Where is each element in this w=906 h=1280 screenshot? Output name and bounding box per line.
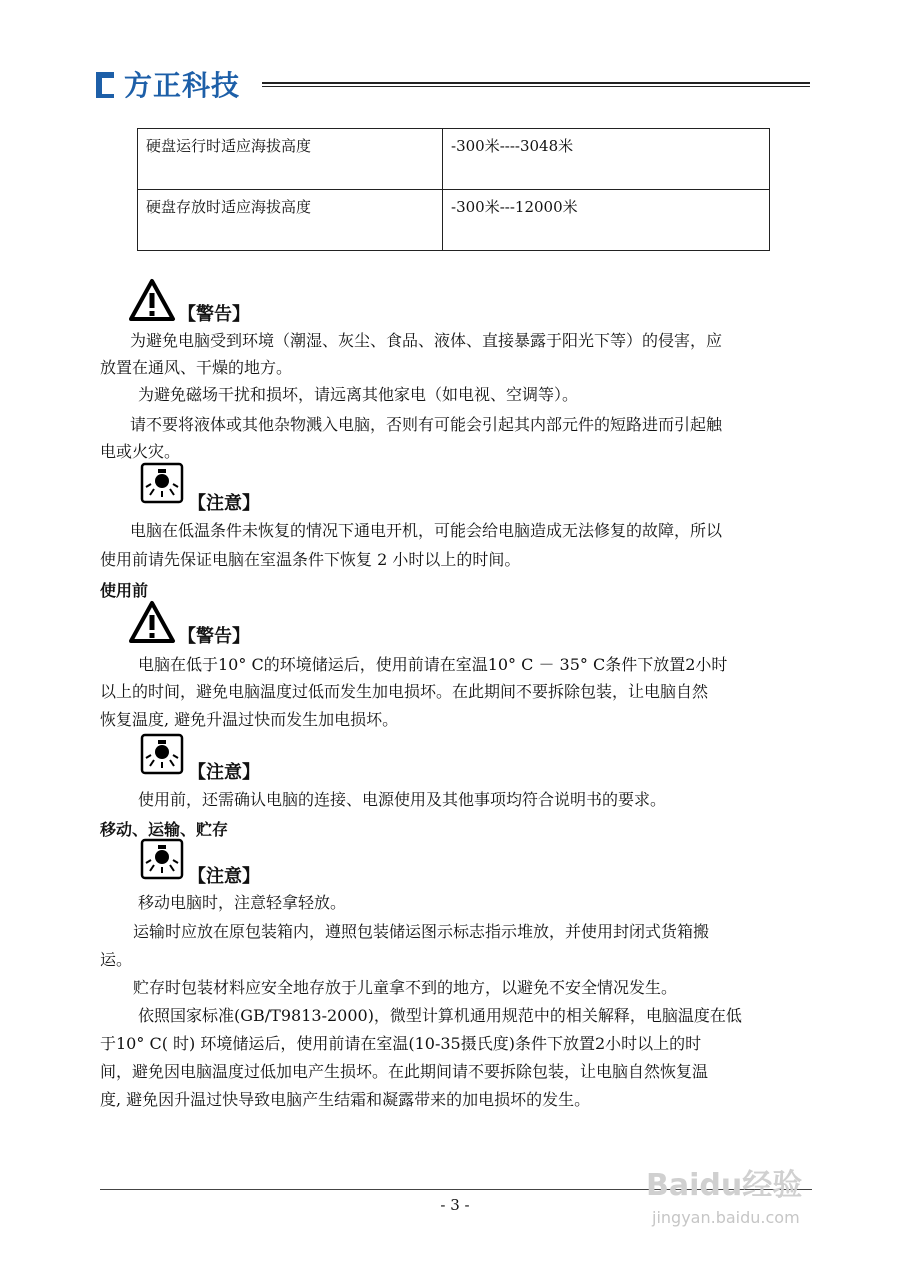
paragraph-line: 贮存时包装材料应安全地存放于儿童拿不到的地方，以避免不安全情况发生。 bbox=[133, 978, 678, 997]
paragraph-line: 电脑在低于10° C的环境储运后，使用前请在室温10° C － 35° C条件下放置2小时 bbox=[138, 655, 728, 674]
notice-label: 【注意】 bbox=[188, 762, 260, 783]
warning-label: 【警告】 bbox=[178, 626, 250, 647]
paragraph-line: 使用前请先保证电脑在室温条件下恢复 2 小时以上的时间。 bbox=[100, 550, 521, 569]
paragraph-line: 于10° C( 时) 环境储运后，使用前请在室温(10-35摄氏度)条件下放置2小时以上的时 bbox=[100, 1034, 702, 1053]
table-cell-label: 硬盘存放时适应海拔高度 bbox=[138, 190, 443, 251]
paragraph-line: 运。 bbox=[100, 950, 133, 969]
paragraph-line: 为避免磁场干扰和损坏，请远离其他家电（如电视、空调等）。 bbox=[138, 385, 579, 404]
table-row bbox=[138, 129, 770, 190]
paragraph-line: 以上的时间，避免电脑温度过低而发生加电损坏。在此期间不要拆除包装，让电脑自然 bbox=[100, 682, 709, 701]
notice-label: 【注意】 bbox=[188, 493, 260, 514]
paragraph-line: 运输时应放在原包装箱内，遵照包装储运图示标志指示堆放，并使用封闭式货箱搬 bbox=[133, 922, 710, 941]
table-row bbox=[138, 190, 770, 251]
paragraph-line: 移动电脑时，注意轻拿轻放。 bbox=[138, 893, 347, 912]
page-number: - 3 - bbox=[440, 1196, 470, 1214]
paragraph-line: 放置在通风、干燥的地方。 bbox=[100, 358, 293, 377]
watermark-brand: Baidu经验 bbox=[646, 1168, 803, 1203]
warning-label: 【警告】 bbox=[178, 304, 250, 325]
header-rule-thin bbox=[262, 86, 810, 87]
warning-triangle-icon bbox=[128, 278, 176, 322]
table-cell-label: 硬盘运行时适应海拔高度 bbox=[138, 129, 443, 190]
logo-text: 方正科技 bbox=[124, 69, 241, 102]
watermark bbox=[646, 1160, 802, 1227]
paragraph-line: 依照国家标准(GB/T9813-2000)，微型计算机通用规范中的相关解释，电脑温度在低 bbox=[138, 1006, 742, 1025]
watermark-url: jingyan.baidu.com bbox=[652, 1208, 800, 1227]
section-heading: 移动、运输、贮存 bbox=[100, 820, 229, 839]
warning-triangle-icon bbox=[128, 600, 176, 644]
notice-label: 【注意】 bbox=[188, 866, 260, 887]
lightbulb-notice-icon bbox=[140, 462, 184, 504]
paragraph-line: 为避免电脑受到环境（潮湿、灰尘、食品、液体、直接暴露于阳光下等）的侵害，应 bbox=[130, 331, 723, 350]
paragraph-line: 请不要将液体或其他杂物溅入电脑，否则有可能会引起其内部元件的短路进而引起触 bbox=[130, 415, 723, 434]
paragraph-line: 间，避免因电脑温度过低加电产生损坏。在此期间请不要拆除包装，让电脑自然恢复温 bbox=[100, 1062, 709, 1081]
lightbulb-notice-icon bbox=[140, 733, 184, 775]
paragraph-line: 电或火灾。 bbox=[100, 442, 181, 461]
altitude-table bbox=[137, 128, 770, 251]
logo-mark-icon bbox=[92, 68, 120, 100]
paragraph-line: 电脑在低温条件未恢复的情况下通电开机，可能会给电脑造成无法修复的故障，所以 bbox=[130, 521, 723, 540]
paragraph-line: 使用前，还需确认电脑的连接、电源使用及其他事项均符合说明书的要求。 bbox=[138, 790, 667, 809]
header-rule bbox=[262, 82, 810, 84]
lightbulb-notice-icon bbox=[140, 838, 184, 880]
section-heading: 使用前 bbox=[100, 581, 149, 600]
paragraph-line: 恢复温度, 避免升温过快而发生加电损坏。 bbox=[100, 710, 399, 729]
table-cell-value: -300米----3048米 bbox=[443, 129, 770, 190]
brand-logo bbox=[92, 64, 240, 104]
table-cell-value: -300米---12000米 bbox=[443, 190, 770, 251]
paragraph-line: 度, 避免因升温过快导致电脑产生结霜和凝露带来的加电损坏的发生。 bbox=[100, 1090, 591, 1109]
